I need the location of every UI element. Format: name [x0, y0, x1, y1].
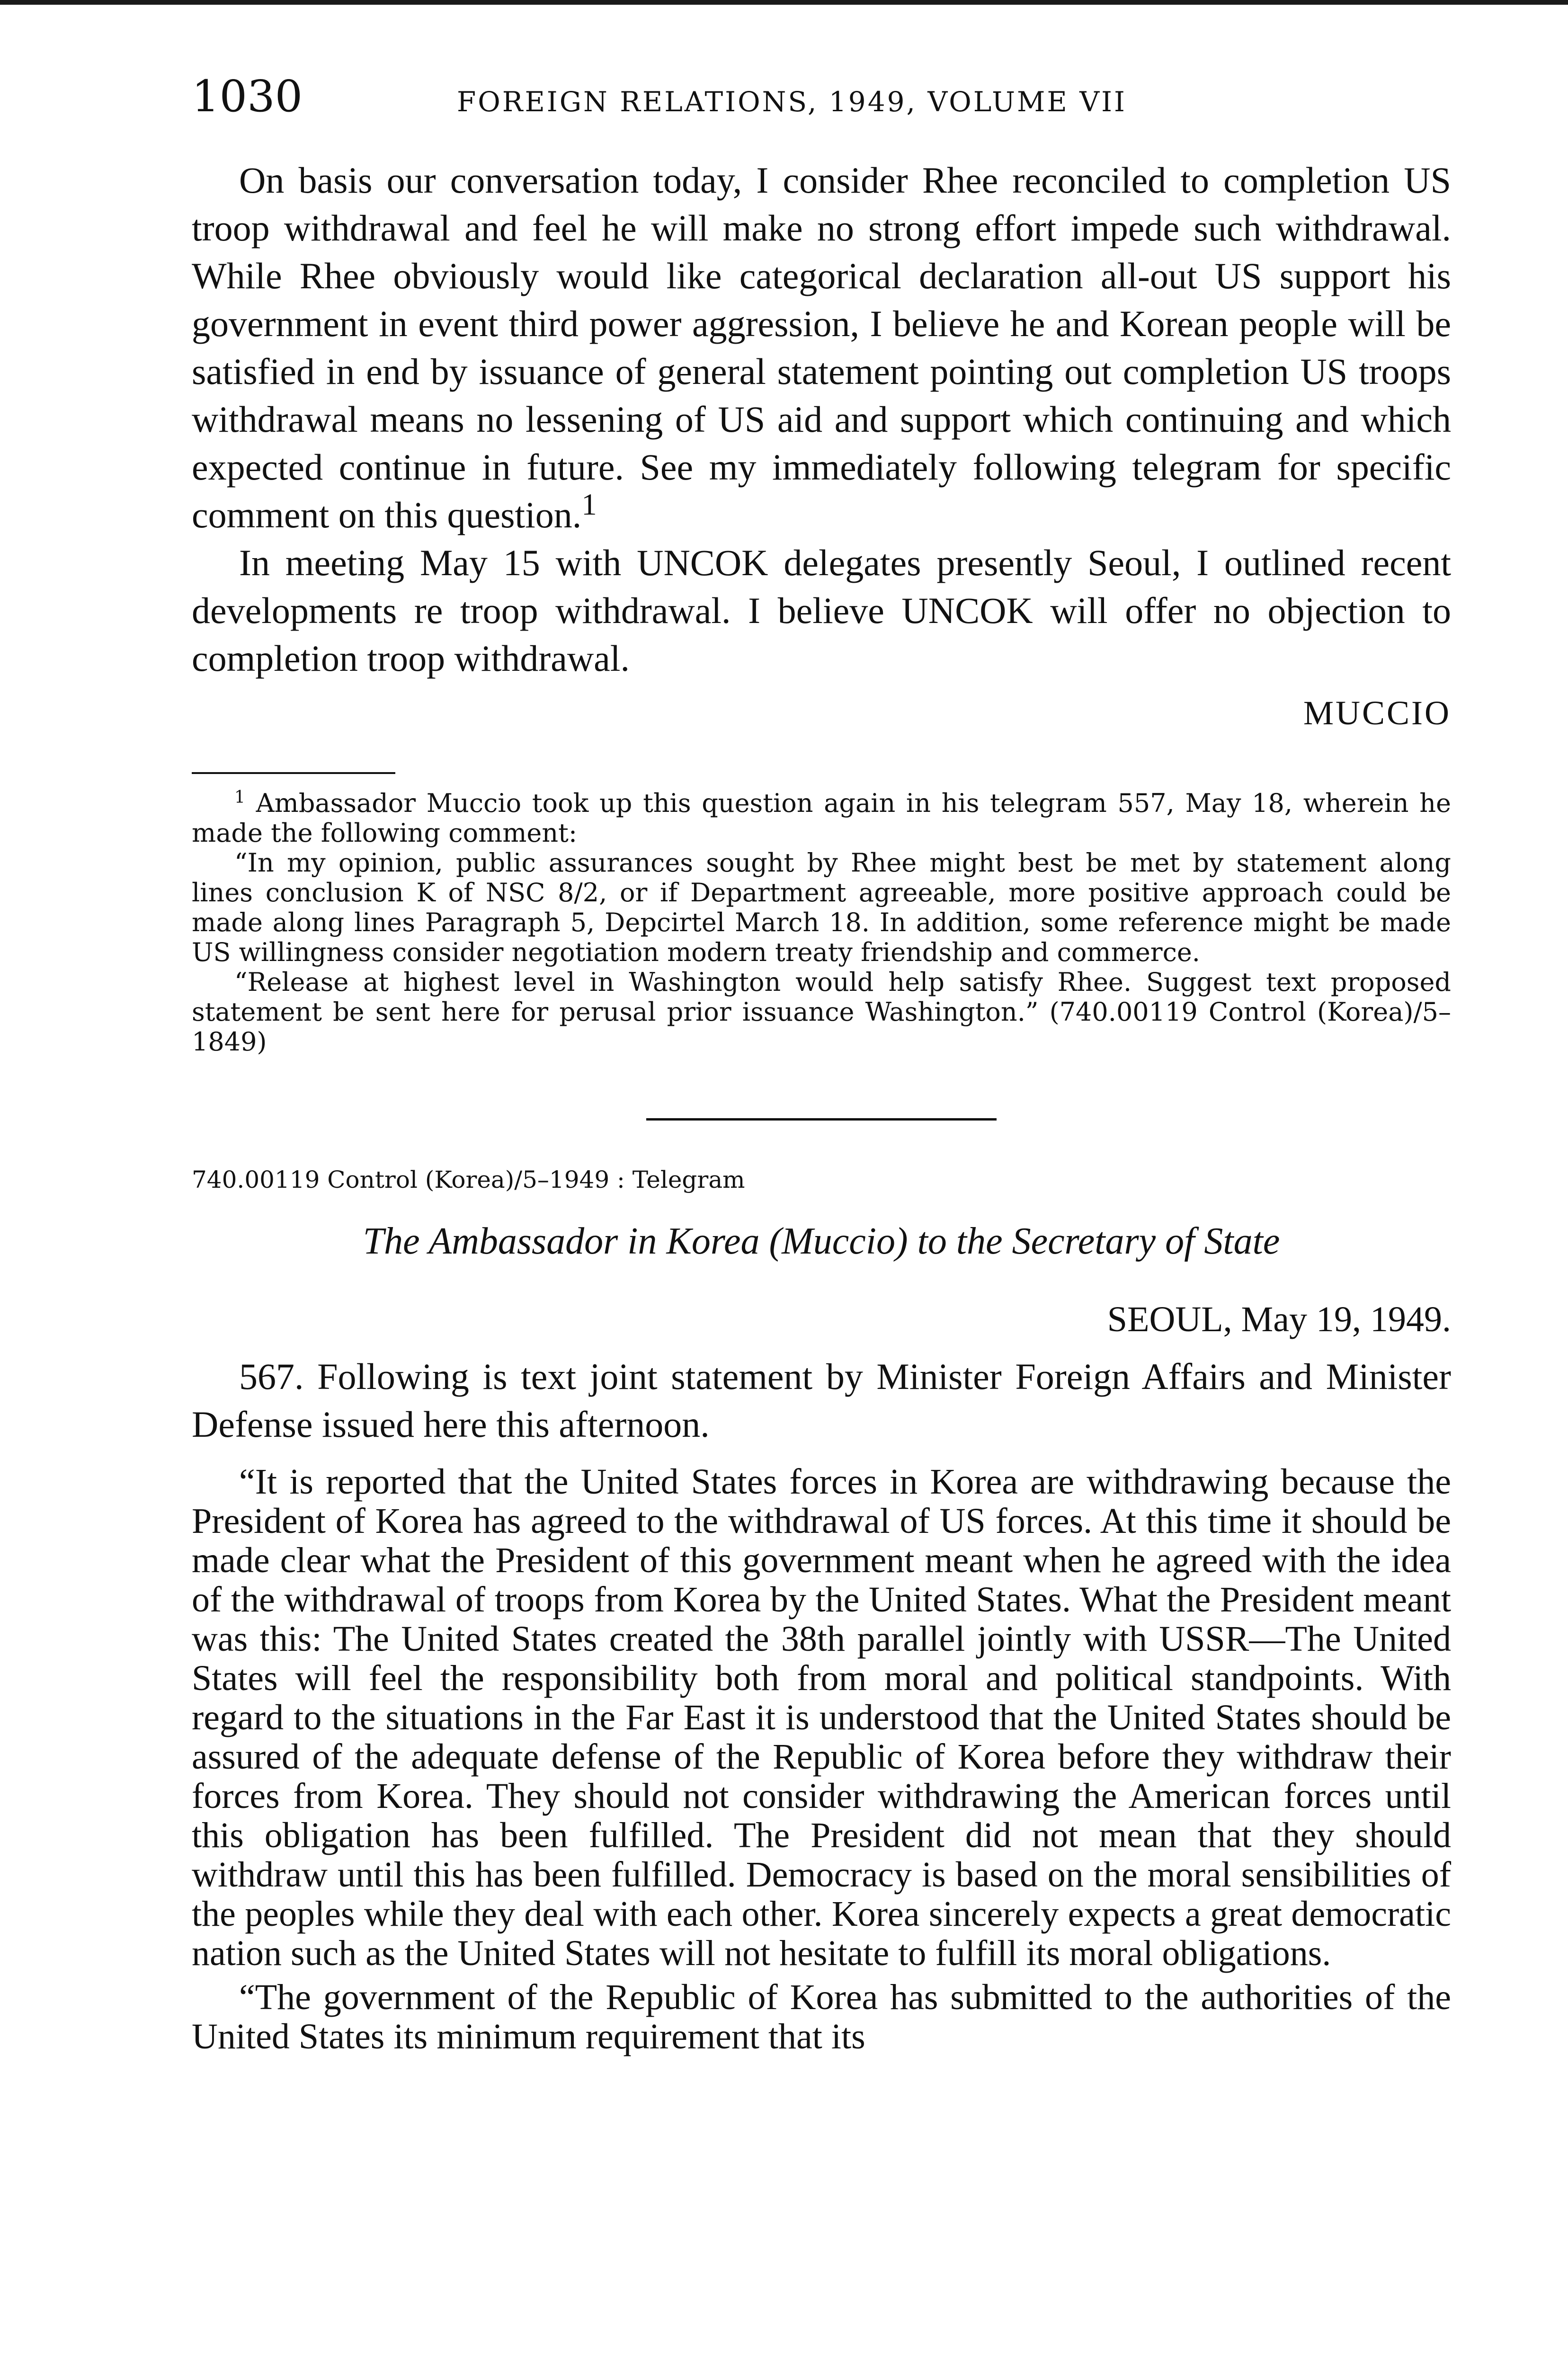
footnote-quote-1: “In my opinion, public assurances sought by Rhee might best be met by statement along lines conclusion K of NSC 8/2, or if Department agreeable, more positive approach could be made along lines Paragraph 5, Depcirtel March 18. In addition, some reference might be made US willingness consider negotiation modern treaty friendship and commerce. — [192, 848, 1451, 967]
footnote-divider — [192, 772, 395, 774]
footnote-marker: 1 — [234, 788, 245, 807]
joint-statement-paragraph-1: “It is reported that the United States forces in Korea are withdrawing because the President of Korea has agreed to the withdrawal of US forces. At this time it should be made clear what the President of this government meant when he agreed with the idea of the withdrawal of troops from Korea by the United States. What the President meant was this: The United States created the 38th parallel jointly with USSR—The United States will feel the responsibility both from moral and political standpoints. With regard to the situations in the Far East it is understood that the United States should be assured of the adequate defense of the Republic of Korea before they withdraw their forces from Korea. They should not consider withdrawing the American forces until this obligation has been fulfilled. The President did not mean that they should withdraw until this has been fulfilled. Democracy is based on the moral sensibilities of the peoples while they deal with each other. Korea sincerely expects a great democratic nation such as the United States will not hesitate to fulfill its moral obligations. — [192, 1462, 1451, 1973]
signature: MUCCIO — [1303, 694, 1451, 732]
document-title: The Ambassador in Korea (Muccio) to the Secretary of State — [363, 1220, 1280, 1262]
footnote-reference[interactable]: 1 — [581, 488, 597, 522]
footnote-intro — [192, 788, 1451, 848]
section-divider — [646, 1118, 997, 1121]
joint-statement-paragraph-2: “The government of the Republic of Korea has submitted to the authorities of the United States its minimum requirement that its — [192, 1977, 1451, 2056]
page-header — [192, 71, 1451, 142]
page-number: 1030 — [192, 71, 303, 122]
footnote-quote-2: “Release at highest level in Washington would help satisfy Rhee. Suggest text proposed statement be sent here for perusal prior issuance Washington.” (740.00119 Control (Korea)/5–1849) — [192, 967, 1451, 1057]
file-reference: 740.00119 Control (Korea)/5–1949 : Telegram — [192, 1166, 745, 1193]
paragraph-1-text: On basis our conversation today, I consider Rhee reconciled to completion US troop withdrawal and feel he will make no strong effort impede such withdrawal. While Rhee obviously would like categorical declaration all-out US support his government in event third power aggression, I believe he and Korean people will be satisfied in end by issuance of general statement pointing out completion US troops withdrawal means no lessening of US aid and support which continuing and which expected continue in future. See my immediately following telegram for specific comment on this question. — [192, 160, 1451, 535]
telegram-paragraph-2: In meeting May 15 with UNCOK delegates presently Seoul, I outlined recent developments re troop withdrawal. I believe UNCOK will offer no objection to completion troop withdrawal. — [192, 542, 1451, 679]
footnote-intro-text: Ambassador Muccio took up this question again in his telegram 557, May 18, wherein he made the following comment: — [192, 788, 1451, 848]
telegram-opening: 567. Following is text joint statement by Minister Foreign Affairs and Minister Defense issued here this afternoon. — [192, 1356, 1451, 1445]
telegram-paragraph-1 — [192, 156, 1451, 539]
document-page — [192, 71, 1451, 2056]
dateline: SEOUL, May 19, 1949. — [1107, 1299, 1451, 1339]
running-head: FOREIGN RELATIONS, 1949, VOLUME VII — [457, 86, 1127, 118]
top-edge-rule — [0, 0, 1568, 5]
